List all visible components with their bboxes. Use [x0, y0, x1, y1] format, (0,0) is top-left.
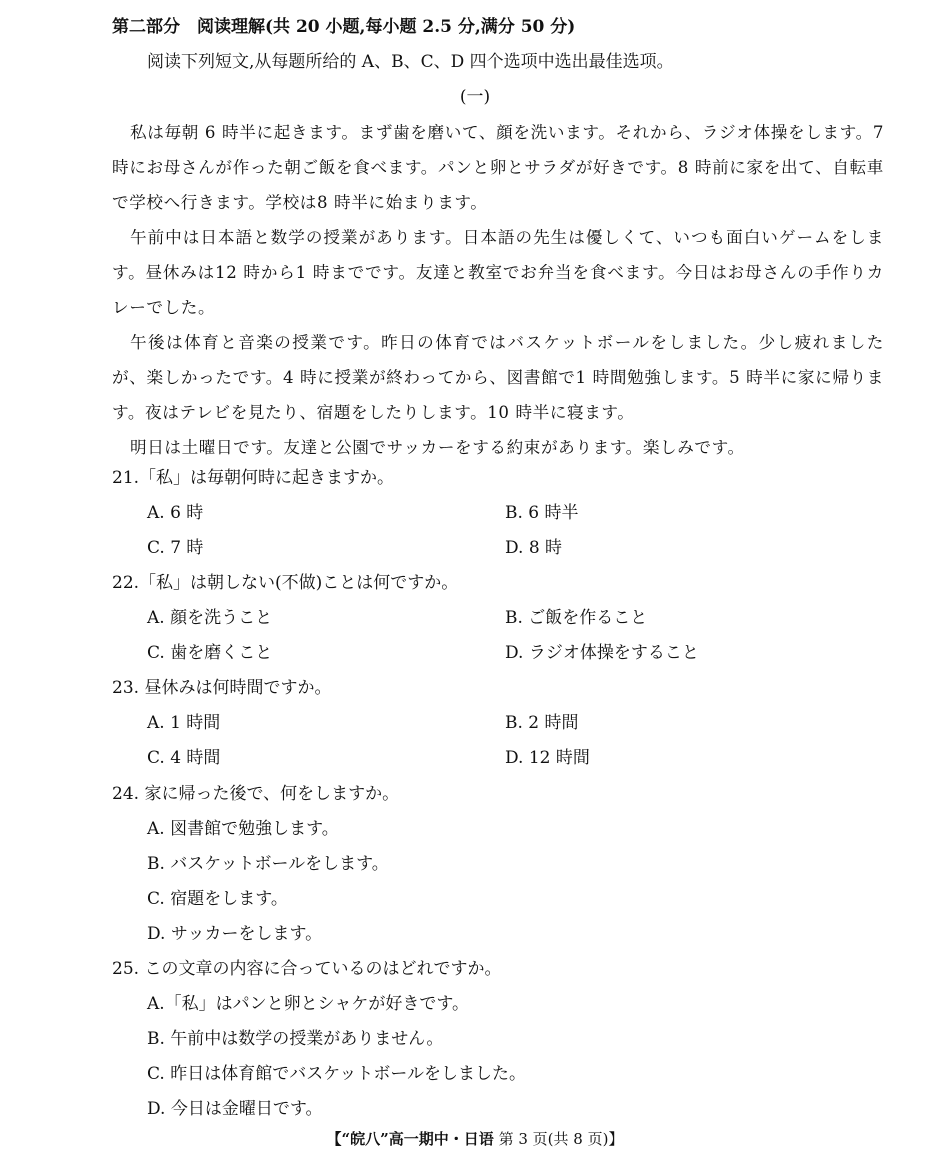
- option-list: [112, 987, 892, 1127]
- option-b[interactable]: B. バスケットボールをします。: [147, 854, 389, 874]
- passage-paragraph: 午後は体育と音楽の授業です。昨日の体育ではバスケットボールをしました。少し疲れましたが、楽しかったです。4 時に授業が終わってから、図書館で1 時間勉強します。5 時半に家に帰ります。夜はテレビを見たり、宿題をしたりします。10 時半に寝ます。: [112, 333, 884, 422]
- option-a[interactable]: A. 顔を洗うこと: [147, 608, 273, 628]
- option-a[interactable]: A.「私」はパンと卵とシャケが好きです。: [147, 994, 469, 1014]
- question-23: [112, 671, 892, 776]
- question-stem: 22.「私」は朝しない(不做)ことは何ですか。: [112, 573, 459, 593]
- question-24: [112, 777, 892, 952]
- question-22: [112, 566, 892, 671]
- option-a[interactable]: A. 1 時間: [147, 713, 221, 733]
- option-list: [112, 812, 892, 952]
- option-d[interactable]: D. サッカーをします。: [147, 924, 323, 944]
- option-b[interactable]: B. ご飯を作ること: [505, 608, 648, 628]
- option-d[interactable]: D. 今日は金曜日です。: [147, 1099, 323, 1119]
- passage-paragraph: 午前中は日本語と数学の授業があります。日本語の先生は優しくて、いつも面白いゲームをします。昼休みは12 時から1 時までです。友達と教室でお弁当を食べます。今日はお母さんの手作りカレーでした。: [112, 228, 884, 317]
- question-stem: 21.「私」は毎朝何時に起きますか。: [112, 468, 395, 488]
- option-c[interactable]: C. 歯を磨くこと: [147, 643, 273, 663]
- option-grid: [112, 601, 892, 671]
- passage-number: (一): [459, 87, 491, 107]
- question-stem: 25. この文章の内容に合っているのはどれですか。: [112, 959, 502, 979]
- option-grid: [112, 496, 892, 566]
- passage-paragraph: 私は毎朝 6 時半に起きます。まず歯を磨いて、顔を洗います。それから、ラジオ体操をします。7 時にお母さんが作った朝ご飯を食べます。パンと卵とサラダが好きです。8 時前に家を出て、自転車で学校へ行きます。学校は8 時半に始まります。: [112, 123, 884, 212]
- option-a[interactable]: A. 図書館で勉強します。: [147, 819, 339, 839]
- page-footer: [0, 1128, 950, 1149]
- passage-paragraph: 明日は土曜日です。友達と公園でサッカーをする約束があります。楽しみです。: [130, 438, 745, 457]
- option-d[interactable]: D. 12 時間: [505, 748, 590, 768]
- option-a[interactable]: A. 6 時: [147, 503, 204, 523]
- option-c[interactable]: C. 4 時間: [147, 748, 221, 768]
- section-title: 第二部分 阅读理解(共 20 小题,每小题 2.5 分,满分 50 分): [112, 17, 576, 37]
- question-21: [112, 461, 892, 566]
- question-stem: 23. 昼休みは何時間ですか。: [112, 678, 332, 698]
- option-b[interactable]: B. 2 時間: [505, 713, 579, 733]
- instruction-text: 阅读下列短文,从每题所给的 A、B、C、D 四个选项中选出最佳选项。: [147, 52, 674, 72]
- option-b[interactable]: B. 午前中は数学の授業がありません。: [147, 1029, 444, 1049]
- option-c[interactable]: C. 昨日は体育館でバスケットボールをしました。: [147, 1064, 527, 1084]
- option-c[interactable]: C. 宿題をします。: [147, 889, 288, 909]
- footer-page-number: 第 3 页(共 8 页)】: [498, 1130, 624, 1148]
- option-d[interactable]: D. ラジオ体操をすること: [505, 643, 699, 663]
- option-grid: [112, 706, 892, 776]
- footer-title: 【“皖八”高一期中・日语: [326, 1130, 494, 1148]
- option-c[interactable]: C. 7 時: [147, 538, 204, 558]
- option-d[interactable]: D. 8 時: [505, 538, 563, 558]
- reading-passage: [112, 115, 884, 465]
- option-b[interactable]: B. 6 時半: [505, 503, 579, 523]
- question-stem: 24. 家に帰った後で、何をしますか。: [112, 784, 400, 804]
- question-25: [112, 952, 892, 1127]
